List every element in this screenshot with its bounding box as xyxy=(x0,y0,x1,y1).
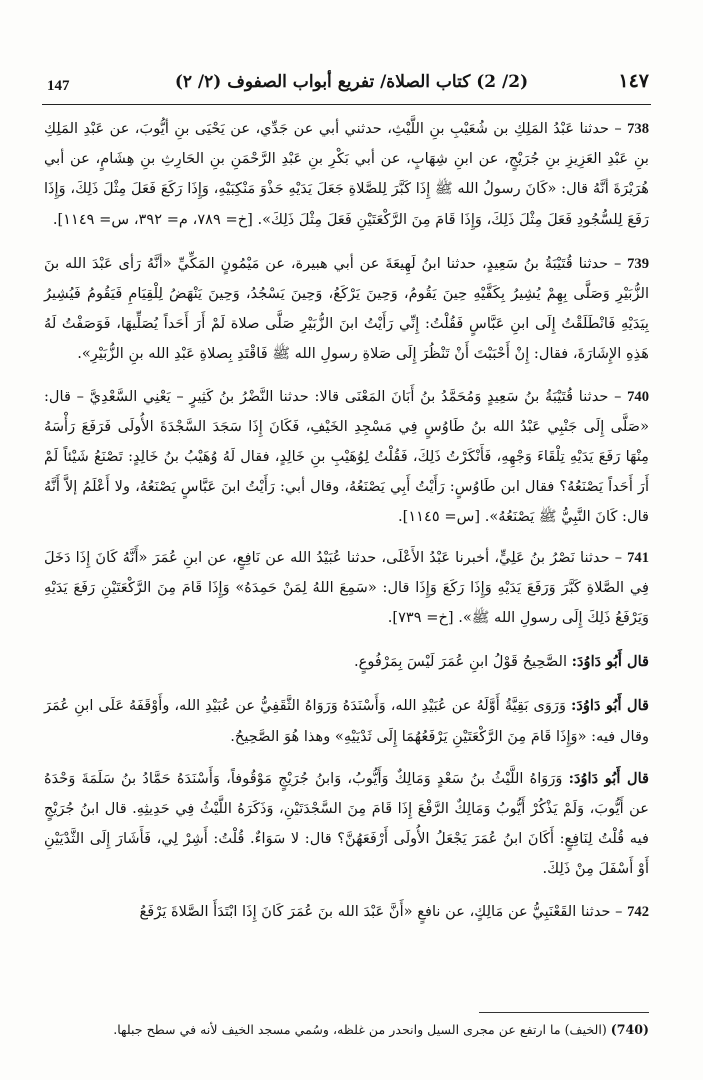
hadith-number: 741 xyxy=(627,549,649,566)
page-number-latin: 147 xyxy=(47,78,70,94)
hadith-text: – حدثنا نَصْرُ بنُ عَلِيٍّ، أخبرنا عَبْدُ الأَعْلَى، حدثنا عُبَيْدُ الله عن نَافِعٍ، عن ابنِ عُمَرَ «أَنَّهُ كَانَ إِذَا دَخَلَ فِي الصَّلاةِ كَبَّرَ وَرَفَعَ يَدَيْهِ وَإِذَا رَكَعَ وَإِذَا قال: «سَمِعَ اللهُ لِمَنْ حَمِدَهُ» وَإِذَا قَامَ مِنَ الرَّكْعَتَيْنِ رَفَعَ يَدَيْهِ وَيَرْفَعُ ذَلِكَ إِلَى رسولِ الله ﷺ». xyxy=(44,548,649,627)
commentary-abu-dawud-2 xyxy=(44,691,649,751)
page-body xyxy=(44,114,649,927)
commentary-label: قال أَبُو دَاوُدَ: xyxy=(571,697,649,715)
hadith-number: 739 xyxy=(627,255,649,272)
hadith-text: – حدثنا قُتَيْبَةُ بنُ سَعِيدٍ، حدثنا ابنُ لَهِيعَةَ عن أبي هبيرة، عن مَيْمُونٍ المَكِّيِّ «أنَّهُ رَأى عَبْدَ الله بنَ الزُّبَيْرِ وَصَلَّى بِهِمْ يُشِيرُ بِكَفَّيْهِ حِينَ يَقُومُ، وَحِينَ يَرْكَعُ، وَحِينَ يَسْجُدُ، وَحِينَ يَنْهَضُ لِلْقِيَامِ فَيَقُومُ فَيُشِيرُ بِيَدَيْهِ فَانْطَلَقْتُ إِلَى ابنِ عَبَّاسٍ فَقُلْتُ: إِنِّي رَأَيْتُ ابنَ الزُّبَيْرِ صَلَّى صلاة لَمْ أَرَ أَحَداً يُصَلِّيهَا، فَوَصَفْتُ لَهُ هَذِهِ الإِشَارَةَ، فقال: إِنْ أَحْبَبْتَ أَنْ تَنْظُرَ إِلَى صَلاةِ رسولِ الله ﷺ فَاقْتَدِ بِصلاةِ عَبْدِ الله بنِ الزُّبَيْرِ». xyxy=(44,254,649,363)
header-rule xyxy=(42,104,651,105)
footnote-number: (740) xyxy=(610,1022,649,1037)
hadith-reference: [س= ١١٤٥]. xyxy=(398,508,481,526)
footnote-rule xyxy=(479,1012,649,1013)
commentary-label: قال أَبُو دَاوُدَ: xyxy=(571,653,649,671)
hadith-reference: [خ= ٧٨٩، م= ٣٩٢، س= ١١٤٩]. xyxy=(52,210,253,228)
hadith-number: 742 xyxy=(627,903,649,920)
footnote-text: (الخيف) ما ارتفع عن مجرى السيل وانحدر من غلظه، وسُمي مسجد الخيف لأنه في سطح جبلها. xyxy=(113,1022,607,1037)
footnote xyxy=(54,1020,649,1040)
commentary-abu-dawud-1 xyxy=(44,647,649,677)
page-number-arabic: ١٤٧ xyxy=(618,70,649,92)
hadith-number: 738 xyxy=(627,121,650,137)
hadith-740 xyxy=(44,382,649,533)
hadith-number: 740 xyxy=(627,388,649,405)
commentary-label: قال أَبُو دَاوُدَ: xyxy=(568,769,649,787)
hadith-text: – حدثنا عَبْدُ المَلِكِ بن شُعَيْبِ بنِ اللَّيْثِ، حدثني أبي عن جَدِّي، عن يَحْيَى بنِ أيُّوبَ، عن عَبْدِ المَلِكِ بنِ عَبْدِ العَزِيزِ بنِ جُرَيْجٍ، عن ابنِ شِهَابٍ، عن أبي بَكْرِ بنِ عَبْدِ الرَّحْمَنِ بنِ الحَارِثِ بنِ هِشَامٍ، عن أبي هُرَيْرَةَ أنَّهُ قال: «كَانَ رسولُ الله ﷺ إِذَا كَبَّرَ لِلصَّلاةِ جَعَلَ يَدَيْهِ حَذْوَ مَنْكِبَيْهِ، وَإِذَا رَكَعَ فَعَلَ مِثْلَ ذَلِكَ، وَإِذَا رَفَعَ لِلسُّجُودِ فَعَلَ مِثْلَ ذَلِكَ، وَإِذَا قَامَ مِنَ الرَّكْعَتَيْنِ فَعَلَ مِثْلَ ذَلِكَ». xyxy=(44,120,649,228)
hadith-742 xyxy=(44,897,649,927)
running-title: (2/ 2) كتاب الصلاة/ تفريع أبواب الصفوف (٢/ ٢) xyxy=(174,72,529,92)
commentary-text: الصَّحِيحُ قَوْلُ ابنِ عُمَرَ لَيْسَ بِمَرْفُوعٍ. xyxy=(354,653,568,671)
hadith-text: – حدثنا قُتَيْبَةُ بنُ سَعِيدٍ وَمُحَمَّدُ بنُ أَبَانَ المَعْنَى قالا: حدثنا النَّضْرُ بنُ كَثِيرٍ – يَعْنِي السَّعْدِيَّ – قال: «صَلَّى إِلَى جَنْبِي عَبْدُ الله بنُ طَاوُسٍ فِي مَسْجِدِ الخَيْفِ، فَكَانَ إِذَا سَجَدَ السَّجْدَةَ الأُولَى فَرَفَعَ رَأْسَهُ مِنْهَا رَفَعَ يَدَيْهِ تِلْقَاءَ وَجْهِهِ، فَأَنْكَرْتُ ذَلِكَ، فَقُلْتُ لِوُهَيْبِ بنِ خَالِدٍ، فقال لَهُ وُهَيْبُ بنُ خَالِدٍ: تَصْنَعُ شَيْئاً لَمْ أَرَ أَحَداً يَصْنَعُهُ؟ فقال ابن طَاوُسٍ: رَأَيْتُ أَبِي يَصْنَعُهُ، وقال أبي: رَأَيْتُ ابنَ عَبَّاسٍ يَصْنَعُهُ، ولا أَعْلَمُ إلاَّ أَنَّهُ قال: كَانَ النَّبِيُّ ﷺ يَصْنَعُهُ». xyxy=(44,387,649,526)
hadith-741 xyxy=(44,543,649,634)
hadith-text: – حدثنا القَعْنَبِيُّ عن مَالِكٍ، عن نافعٍ «أَنَّ عَبْدَ الله بنَ عُمَرَ كَانَ إِذَا ابْتَدَأَ الصَّلاةَ يَرْفَعُ xyxy=(139,902,623,920)
commentary-abu-dawud-3 xyxy=(44,764,649,885)
hadith-reference: [خ= ٧٣٩]. xyxy=(387,609,454,627)
commentary-text: وَرَوَى بَقِيَّةُ أَوَّلَهُ عن عُبَيْدِ الله، وَأَسْنَدَهُ وَرَوَاهُ الثَّقَفِيُّ عن عُبَيْدِ الله، وأَوْقَفَهُ عَلَى ابنِ عُمَرَ وقال فيه: «وَإِذَا قَامَ مِنَ الرَّكْعَتَيْنِ يَرْفَعُهُمَا إِلَى ثَدْيَيْهِ» وهذا هُوَ الصَّحِيحُ. xyxy=(44,697,649,745)
commentary-text: وَرَوَاهُ اللَّيْثُ بنُ سَعْدٍ وَمَالِكٌ وَأَيُّوبُ، وَابنُ جُرَيْجٍ مَوْقُوفاً، وَأَسْنَدَهُ حَمَّادُ بنُ سَلَمَةَ وَحْدَهُ عن أَيُّوبَ، وَلَمْ يَذْكُرْ أَيُّوبُ وَمَالِكٌ الرَّفْعَ إِذَا قَامَ مِنَ السَّجْدَتَيْنِ، وَذَكَرَهُ اللَّيْثُ فِي حَدِيثِهِ. قال ابنُ جُرَيْجٍ فيه قُلْتُ لِنَافِعٍ: أَكَانَ ابنُ عُمَرَ يَجْعَلُ الأُولَى أَرْفَعَهُنَّ؟ قال: لا سَوَاءٌ. قُلْتُ: أَشِرْ لِي، فَأَشَارَ إِلَى الثَّدْيَيْنِ أَوْ أَسْفَلَ مِنْ ذَلِكَ. xyxy=(44,769,649,878)
hadith-738 xyxy=(44,114,649,235)
hadith-739 xyxy=(44,249,649,370)
